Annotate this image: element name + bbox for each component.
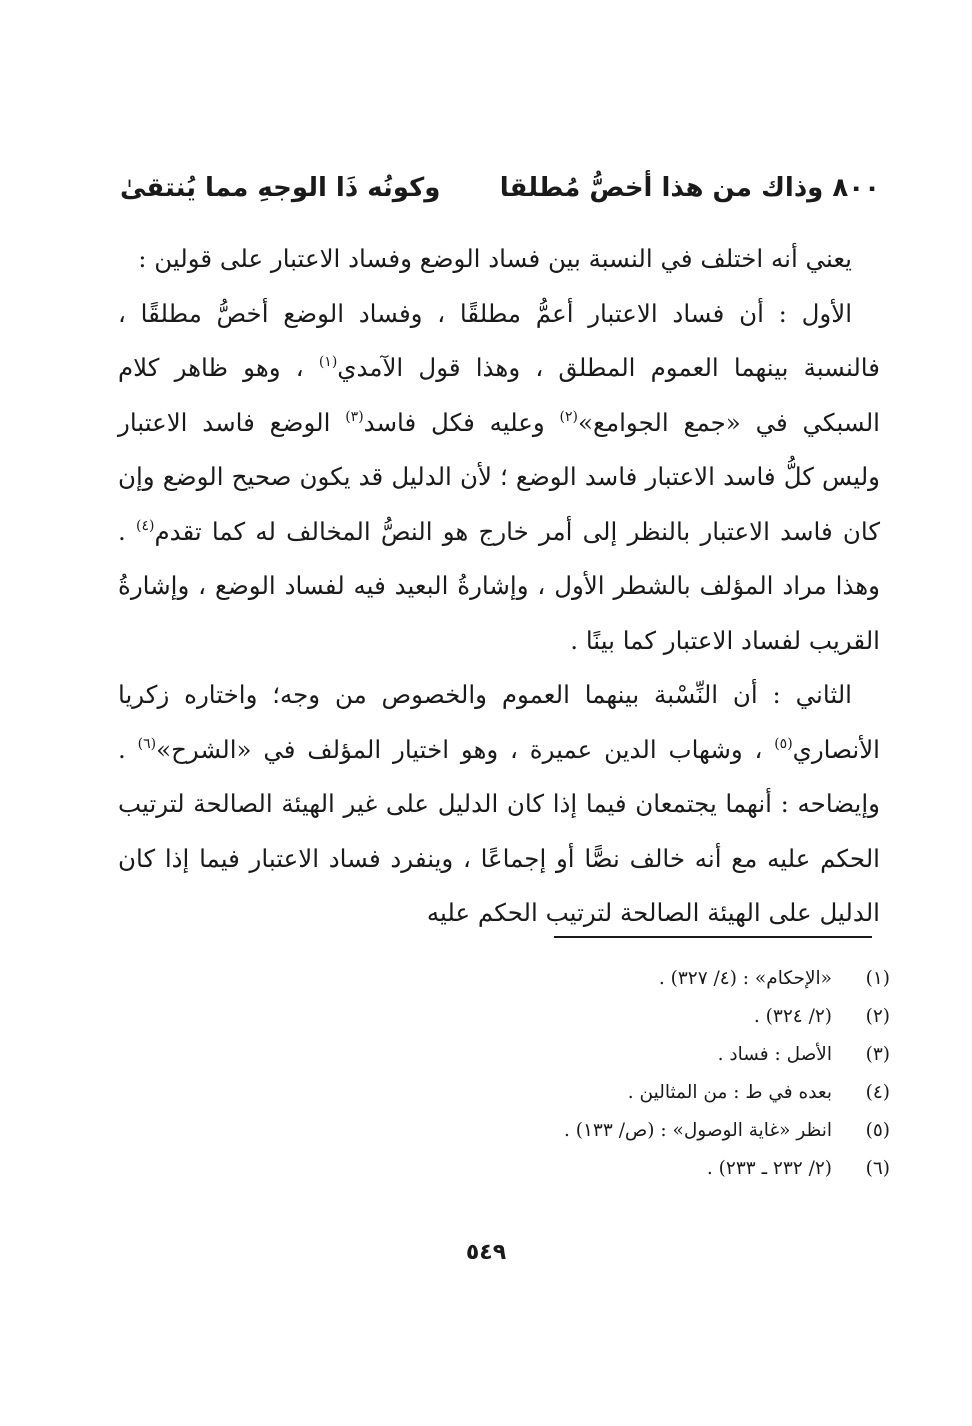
footnote-item: [300, 1112, 890, 1150]
footnote-item: [300, 998, 890, 1036]
footnote-text: الأصل : فساد .: [717, 1044, 832, 1065]
paragraph-second-opinion: [118, 668, 880, 941]
footnote-item: [300, 1150, 890, 1188]
footnote-ref-2[interactable]: (٢): [559, 408, 578, 425]
verse-first-hemistich: وذاك من هذا أخصُّ مُطلقا: [499, 173, 824, 203]
verse-second-hemistich: وكونُه ذَا الوجهِ مما يُنتقىٰ: [120, 173, 441, 203]
paragraph-intro-text: يعني أنه اختلف في النسبة بين فساد الوضع وفساد الاعتبار على قولين :: [138, 244, 852, 273]
commentary-text: [118, 232, 880, 941]
footnote-text: «الإحكام» : (٤/ ٣٢٧) .: [658, 968, 832, 989]
footnote-separator: [554, 936, 872, 938]
footnote-ref-1[interactable]: (١): [318, 354, 338, 370]
paragraph-intro: [118, 232, 880, 287]
footnote-number: (٦): [865, 1158, 890, 1179]
page-number: ٥٤٩: [465, 1240, 507, 1265]
footnote-number: (٤): [865, 1082, 890, 1103]
first-opinion-text-a: الأول : أن فساد الاعتبار أعمُّ مطلقًا ، وفساد الوضع أخصُّ مطلقًا ، فالنسبة بينهما العموم المطلق ، وهذا قول الآمدي: [118, 298, 880, 382]
footnote-ref-3[interactable]: (٣): [345, 408, 364, 425]
footnote-text: بعده في ط : من المثالين .: [627, 1082, 832, 1103]
first-opinion-text-e: . وهذا مراد المؤلف بالشطر الأول ، وإشارةُ البعيد فيه لفساد الوضع ، وإشارةُ القريب لفساد الاعتبار كما بينًا .: [118, 516, 880, 655]
footnote-text: (٢/ ٣٢٤) .: [753, 1006, 832, 1027]
footnote-text: انظر «غاية الوصول» : (ص/ ١٣٣) .: [564, 1120, 832, 1141]
first-opinion-text-c: وعليه فكل فاسد: [363, 407, 560, 437]
second-opinion-text-b: ، وشهاب الدين عميرة ، وهو اختيار المؤلف في «الشرح»: [156, 734, 775, 764]
second-opinion-text-c: . وإيضاحه : أنهما يجتمعان فيما إذا كان الدليل على غير الهيئة الصالحة لترتيب الحكم عليه مع أنه خالف نصًّا أو إجماعًا ، وينفرد فساد الاعتبار فيما إذا كان الدليل على الهيئة الصالحة لترتيب الحكم عليه: [118, 734, 880, 927]
verse-number: ٨٠٠: [832, 173, 880, 203]
first-opinion-text-b: ، وهو ظاهر كلام السبكي في «جمع الجوامع»: [118, 353, 880, 437]
first-opinion-text-d: الوضع فاسد الاعتبار وليس كلُّ فاسد الاعتبار فاسد الوضع ؛ لأن الدليل قد يكون صحيح الوضع وإن كان فاسد الاعتبار بالنظر إلى أمر خارج هو النصُّ المخالف له كما تقدم: [118, 407, 880, 546]
footnote-number: (٣): [865, 1044, 890, 1065]
footnote-item: [300, 960, 890, 998]
second-opinion-text-a: الثاني : أن النِّسْبة بينهما العموم والخصوص من وجه؛ واختاره زكريا الأنصاري: [118, 680, 880, 764]
footnote-text: (٢/ ٢٣٢ ـ ٢٣٣) .: [706, 1158, 832, 1179]
footnote-number: (٢): [865, 1006, 890, 1027]
footnotes-list: [300, 960, 890, 1188]
verse-line: [120, 160, 880, 216]
footnote-item: [300, 1036, 890, 1074]
footnote-ref-4[interactable]: (٤): [135, 517, 155, 534]
footnote-ref-6[interactable]: (٦): [137, 735, 157, 752]
footnote-ref-5[interactable]: (٥): [774, 735, 793, 752]
verse-first-half: [500, 160, 880, 216]
footnote-number: (٥): [865, 1120, 890, 1141]
paragraph-first-opinion: [118, 287, 880, 669]
footnote-number: (١): [865, 968, 890, 989]
footnote-item: [300, 1074, 890, 1112]
